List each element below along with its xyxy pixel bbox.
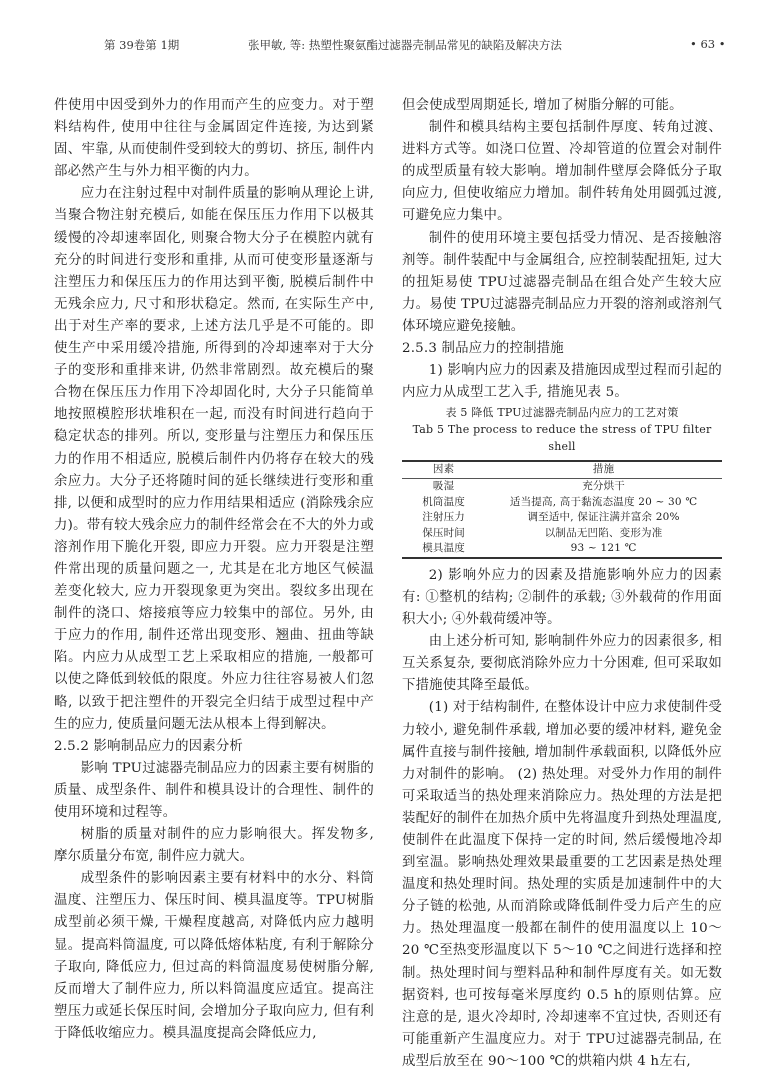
- table-caption-cn: 表 5 降低 TPU过滤器壳制品内应力的工艺对策: [445, 406, 679, 420]
- table-cell: 充分烘干: [582, 479, 625, 492]
- table-cell: 保压时间: [422, 526, 465, 539]
- section-heading-2-5-2: 2.5.2 影响制品应力的因素分析: [54, 738, 244, 754]
- running-title: 张甲敏, 等: 热塑性聚氨酯过滤器壳制品常见的缺陷及解决方法: [248, 38, 562, 52]
- running-header: [0, 37, 776, 57]
- table-header-factor: 因素: [432, 463, 455, 476]
- table-row: [402, 495, 722, 511]
- paragraph: 1) 影响内应力的因素及措施因成型过程而引起的内应力从成型工艺入手, 措施见表 5。: [402, 363, 722, 401]
- left-column: [54, 95, 374, 1045]
- paragraph: 成型条件的影响因素主要有材料中的水分、料筒温度、注塑压力、保压时间、模具温度等。TPU树脂成型前必须干燥, 干燥程度越高, 对降低内应力越明显。提高料筒温度, 可以降低熔体粘度, 有利于解除分子取向, 降低应力, 但过高的料筒温度易使树脂分解, 反而增大了制件应力, 所以料筒温度应适宜。提高注塑压力或延长保压时间, 会增加分子取向应力, 但有利于降低收缩应力。模具温度提高会降低应力,: [54, 871, 374, 1041]
- right-column: [402, 95, 722, 1073]
- table-5: [402, 460, 722, 559]
- paragraph: 2) 影响外应力的因素及措施影响外应力的因素有: ①整机的结构; ②制件的承载; ③外载荷的作用面积大小; ④外载荷缓冲等。: [402, 567, 722, 628]
- table-row: [402, 541, 722, 558]
- table-cell: 吸湿: [432, 479, 455, 492]
- table-row: [402, 510, 722, 526]
- table-row: [402, 526, 722, 542]
- paragraph: 但会使成型周期延长, 增加了树脂分解的可能。: [402, 98, 683, 113]
- paragraph: 由上述分析可知, 影响制件外应力的因素很多, 相互关系复杂, 要彻底消除外应力十分困难, 但可采取如下措施使其降至最低。: [402, 634, 722, 694]
- table-cell: 模具温度: [422, 542, 465, 555]
- paragraph: 树脂的质量对制件的应力影响很大。挥发物多, 摩尔质量分布宽, 制件应力就大。: [54, 827, 374, 865]
- table-cell: 93 ~ 121 ℃: [570, 542, 637, 555]
- paragraph: (1) 对于结构制件, 在整体设计中应力求使制件受力较小, 避免制件承载, 增加必要的缓冲材料, 避免金属件直接与制件接触, 增加制件承载面积, 以降低外应力对制件的影响。 (2) 热处理。对受外力作用的制件可采取适当的热处理来消除应力。热处理的方法是把装配好的制件在加热介质中先将温度升到热处理温度, 使制件在此温度下保持一定的时间, 然后缓慢地冷却到室温。影响热处理效果最重要的工艺因素是热处理温度和热处理时间。热处理的实质是加速制件中的大分子链的松弛, 从而消除或降低制件受力后产生的应力。热处理温度一般都在制件的使用温度以上 10～20 ℃至热变形温度以下 5～10 ℃之间进行选择和控制。热处理时间与塑料品种和制件厚度有关。如无数据资料, 也可按每毫米厚度约 0.5 h的原则估算。应注意的是, 退火冷却时, 冷却速率不宜过快, 否则还有可能重新产生温度应力。对于 TPU过滤器壳制品, 在成型后放至在 90～100 ℃的烘箱内烘 4 h左右,: [402, 700, 722, 1069]
- section-heading-2-5-3: 2.5.3 制品应力的控制措施: [402, 341, 564, 357]
- table-cell: 机筒温度: [422, 495, 465, 508]
- page-number: • 63 •: [690, 37, 726, 51]
- table-cell: 注射压力: [422, 511, 465, 524]
- paragraph: 制件和模具结构主要包括制件厚度、转角过渡、进料方式等。如浇口位置、冷却管道的位置会对制件的成型质量有较大影响。增加制件壁厚会降低分子取向应力, 但使收缩应力增加。制件转角处用圆弧过渡, 可避免应力集中。: [402, 120, 722, 224]
- paragraph: 影响 TPU过滤器壳制品应力的因素主要有树脂的质量、成型条件、制件和模具设计的合理性、制件的使用环境和过程等。: [54, 760, 374, 820]
- table-cell: 调至适中, 保证注满并富余 20%: [527, 511, 680, 524]
- table-header-measure: 措施: [592, 463, 615, 476]
- journal-volume-issue: 第 39卷第 1期: [104, 38, 180, 52]
- table-cell: 适当提高, 高于黏流态温度 20 ~ 30 ℃: [509, 495, 698, 508]
- paragraph: 应力在注射过程中对制件质量的影响从理论上讲, 当聚合物注射充模后, 如能在保压压力作用下以极其缓慢的冷却速率固化, 则聚合物大分子在模腔内就有充分的时间进行变形和重排, 从而可使变形量逐渐与注塑压力和保压压力的作用达到平衡, 脱模后制件中无残余应力, 尺寸和形状稳定。然而, 在实际生产中, 出于对生产率的要求, 上述方法几乎是不可能的。即使生产中采用缓冷措施, 所得到的冷却速率对于大分子的变形和重排来讲, 仍然非常剧烈。故充模后的聚合物在保压压力作用下冷却固化时, 大分子只能简单地按照模腔形状堆积在一起, 而没有时间进行趋向于稳定状态的排列。所以, 变形量与注塑压力和保压压力的作用不相适应, 脱模后制件内仍将存在较大的残余应力。大分子还将随时间的延长继续进行变形和重排, 以便和成型时的应力作用结果相适应 (消除残余应力)。带有较大残余应力的制件经常会在不大的外力或溶剂作用下脆化开裂, 即应力开裂。应力开裂是注塑件常出现的质量问题之一, 尤其是在北方地区气候温差变化较大, 应力开裂现象更为突出。裂纹多出现在制件的浇口、熔接痕等应力较集中的部位。另外, 由于应力的作用, 制件还常出现变形、翘曲、扭曲等缺陷。内应力从成型工艺上采取相应的措施, 一般都可以使之降低到较低的限度。外应力往往容易被人们忽略, 以致于把注塑件的开裂完全归结于成型过程中产生的应力, 使质量问题无法从根本上得到解决。: [54, 186, 374, 732]
- table-cell: 以制品无凹陷、变形为准: [544, 526, 663, 539]
- paragraph: 件使用中因受到外力的作用而产生的应变力。对于塑料结构件, 使用中往往与金属固定件连接, 为达到紧固、牢靠, 从而使制件受到较大的剪切、挤压, 制件内部必然产生与外力相平衡的内力。: [54, 98, 374, 180]
- table-caption-en: Tab 5 The process to reduce the stress of TPU filter shell: [412, 423, 712, 454]
- table-header-row: [402, 461, 722, 478]
- paragraph: 制件的使用环境主要包括受力情况、是否接触溶剂等。制件装配中与金属组合, 应控制装配扭矩, 过大的扭矩易使 TPU过滤器壳制品在组合处产生较大应力。易使 TPU过滤器壳制品应力开裂的溶剂或溶剂气体环境应避免接触。: [402, 230, 722, 334]
- table-row: [402, 478, 722, 494]
